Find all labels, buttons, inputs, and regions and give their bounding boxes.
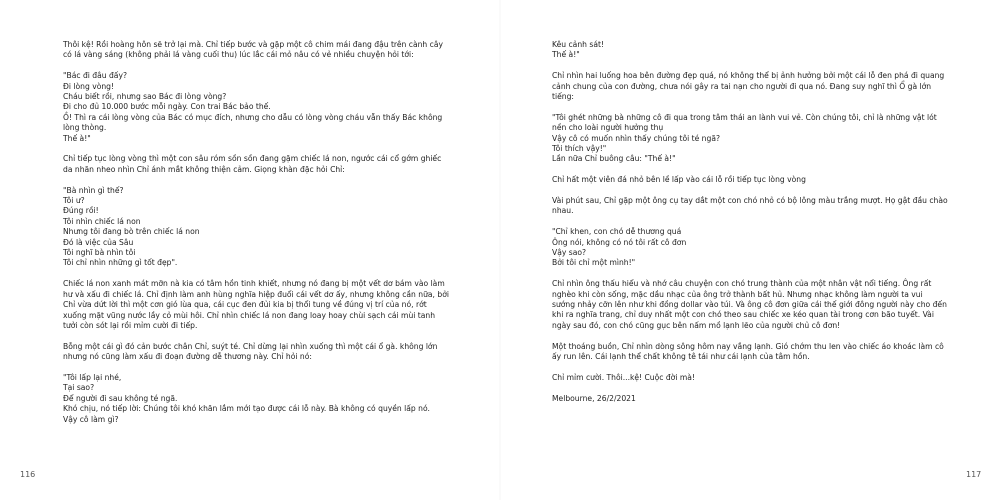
left-paragraph-3: Chỉ tiếp tục lòng vòng thì một con sâu róm sồn sồn đang gặm chiếc lá non, ngước cái cổ gớm ghiếc da nhăn nheo nhìn Chỉ ánh mắt không thiện cảm. Giọng khàn đặc hỏi Chỉ:	[63, 154, 442, 174]
right-dialogue-old-man: "Chỉ khen, con chó dễ thương quá Ông nói, không có nó tôi rất cô đơn Vậy sao? Bởi tôi chỉ một mình!"	[552, 227, 687, 268]
right-signature-line: Melbourne, 26/2/2021	[552, 393, 636, 403]
left-paragraph-5: Chiếc lá non xanh mát mỡn nà kia có tâm hồn tinh khiết, nhưng nó đang bị một vết dơ bám vào làm hư và xấu đi chiếc lá. Chỉ định làm anh hùng nghĩa hiệp đuổi cái vết dơ ấy, nhưng không cần nữa, bởi Chỉ vừa dứt lời thì một cơn gió lùa qua, cái cục đen đủi kia bị thổi tung về đúng vị trí của nó, rớt xuống mặt vũng nước lầy cỏ mùi hôi. Chỉ nhìn chiếc lá non đang loay hoay chùi sạch cái mùi tanh tưởi còn sót lại rồi mỉm cười đi tiếp.	[63, 279, 449, 330]
right-dialogue-pothole: "Tôi ghét những bà những cô đi qua trong tâm thái an lành vui vẻ. Còn chúng tôi, chỉ là những vật lót nền cho loài người hưởng thụ Vậy cô có muốn nhìn thấy chúng tôi té ngã? Tôi thích vậy!" Lần nữa Chỉ buông câu: "Thế à!"	[552, 112, 937, 164]
right-page-number: 117	[966, 470, 982, 479]
right-paragraph-8: Một thoáng buồn, Chỉ nhìn dòng sông hôm nay vắng lạnh. Gió chớm thu len vào chiếc áo khoác làm cô ấy run lên. Cái lạnh thể chất không tê tái như cái lạnh của tâm hồn.	[552, 341, 944, 362]
left-page	[63, 40, 451, 435]
right-paragraph-9: Chỉ mỉm cười. Thôi...kệ! Cuộc đời mà!	[552, 372, 695, 382]
book-gutter	[499, 0, 501, 500]
left-paragraph-1: Thôi kệ! Rồi hoàng hôn sẽ trở lại mà. Chỉ tiếp bước và gặp một cô chim mái đang đậu trên cành cây có lá vàng sáng (không phải lá vàng cuối thu) lúc lắc cái mỏ nâu có vẻ nhiều chuyện hỏi tới:	[63, 40, 443, 60]
right-paragraph-7: Chỉ nhìn ông thấu hiểu và nhớ câu chuyện con chó trung thành của một nhân vật nổi tiếng. Ông rất nghèo khi còn sống, mặc dầu nhạc của ông trở thành bất hủ. Nhưng nhạc không làm người ta vui sướng nhảy cỡn lên như khi đồng dollar vào túi. Và ông cô đơn giữa cái thế giới đông người này cho đến khi ra nghĩa trang, chỉ duy nhất một con chó theo sau chiếc xe kéo quan tài trong cơn bão tuyết. Vài ngày sau đó, con chó cũng gục bên nấm mồ lạnh lẽo của người chủ cô đơn!	[552, 279, 947, 330]
left-dialogue-aunt-bird: "Bác đi đâu đấy? Đi lòng vòng! Cháu biết rồi, nhưng sao Bác đi lòng vòng? Đi cho đủ 10.000 bước mỗi ngày. Con trai Bác bảo thế. Ồ! Thì ra cái lòng vòng của Bác có mục đích, nhưng cho dẫu có lòng vòng cháu vẫn thấy Bác không lòng thòng. Thế à!"	[63, 71, 443, 143]
right-paragraph-4: Chỉ hất một viên đá nhỏ bên lề lấp vào cái lỗ rồi tiếp tục lòng vòng	[552, 175, 806, 185]
left-paragraph-6: Bỗng một cái gì đó cản bước chân Chỉ, suýt té. Chỉ dừng lại nhìn xuống thì một cái ổ gà. không lớn nhưng nó cũng làm xấu đi đoạn đường dễ thương này. Chỉ hỏi nó:	[63, 341, 438, 362]
left-dialogue-caterpillar: "Bà nhìn gì thế? Tôi ư? Đúng rồi! Tôi nhìn chiếc lá non Nhưng tôi đang bò trên chiếc lá non Đó là việc của Sâu Tôi nghĩ bà nhìn tôi Tôi chỉ nhìn những gì tốt đẹp".	[63, 185, 200, 268]
right-page	[552, 40, 948, 414]
right-paragraph-2: Chỉ nhìn hai luống hoa bên đường đẹp quá, nó không thể bị ảnh hưởng bởi một cái lỗ đen phá đi quang cảnh chung của con đường, chưa nói gây ra tai nạn cho người đi qua nó. Đang suy nghĩ thì Ổ gà lớn tiếng:	[552, 71, 945, 102]
right-paragraph-5: Vài phút sau, Chỉ gặp một ông cụ tay dắt một con chó nhỏ có bộ lông màu trắng mượt. Họ gật đầu chào nhau.	[552, 196, 948, 216]
left-dialogue-pothole: "Tôi lấp lại nhé, Tại sao? Để người đi sau không té ngã. Khó chịu, nó tiếp lời: Chúng tôi khó khăn lắm mới tạo được cái lỗ này. Bà không có quyền lấp nó. Vậy cô làm gì?	[63, 372, 430, 424]
right-dialogue-end: Kêu cảnh sát! Thế à!"	[552, 40, 604, 60]
left-page-number: 116	[20, 470, 36, 479]
